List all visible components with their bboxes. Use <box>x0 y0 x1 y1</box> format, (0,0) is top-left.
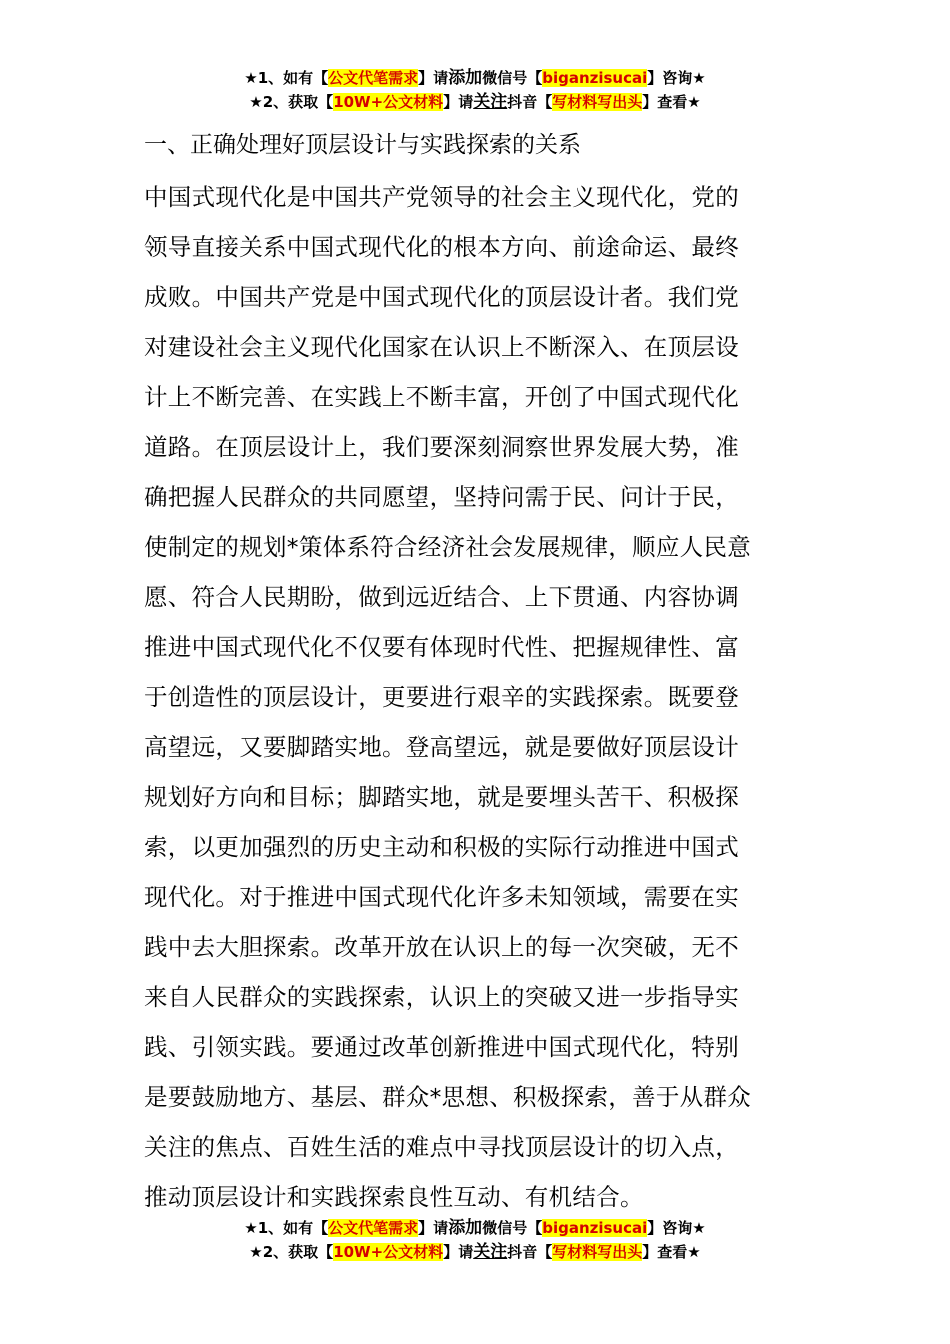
body-line: 来自人民群众的实践探索，认识上的突破又进一步指导实 <box>144 983 739 1011</box>
body-line: 高望远，又要脚踏实地。登高望远，就是要做好顶层设计 <box>144 733 739 761</box>
section-heading: 一、正确处理好顶层设计与实践探索的关系 <box>144 132 581 158</box>
promo-text: ★1、如有【 <box>244 69 329 87</box>
body-line: 于创造性的顶层设计，更要进行艰辛的实践探索。既要登 <box>144 683 739 711</box>
body-line: 现代化。对于推进中国式现代化许多未知领域，需要在实 <box>144 883 739 911</box>
promo-emphasis: 添加 <box>448 68 483 88</box>
body-line: 成败。中国共产党是中国式现代化的顶层设计者。我们党 <box>144 283 739 311</box>
promo-text: 】查看★ <box>642 1243 701 1261</box>
promo-text: 微信号【 <box>482 69 543 87</box>
body-line: 领导直接关系中国式现代化的根本方向、前途命运、最终 <box>144 233 739 261</box>
body-line: 关注的焦点、百姓生活的难点中寻找顶层设计的切入点， <box>144 1133 739 1161</box>
promo-emphasis: 添加 <box>448 1218 483 1238</box>
body-line: 是要鼓励地方、基层、群众*思想、积极探索，善于从群众 <box>144 1083 752 1111</box>
bottom-promo-banner <box>0 1216 950 1264</box>
promo-line-1 <box>0 66 950 90</box>
promo-text: 】请 <box>443 1243 474 1261</box>
promo-line-1 <box>0 1216 950 1240</box>
promo-text: ★2、获取【 <box>249 1243 334 1261</box>
promo-text: 】查看★ <box>642 93 701 111</box>
body-line: 推进中国式现代化不仅要有体现时代性、把握规律性、富 <box>144 633 739 661</box>
promo-text: 抖音【 <box>507 1243 553 1261</box>
promo-line-2 <box>0 1240 950 1264</box>
body-line: 对建设社会主义现代化国家在认识上不断深入、在顶层设 <box>144 333 739 361</box>
promo-wechat-id: biganzisucai <box>542 69 648 87</box>
top-promo-banner <box>0 66 950 114</box>
promo-douyin-name: 写材料写出头 <box>552 93 643 111</box>
promo-text: 微信号【 <box>482 1219 543 1237</box>
promo-text: ★2、获取【 <box>249 93 334 111</box>
promo-emphasis: 关注 <box>473 92 508 112</box>
body-line: 愿、符合人民期盼，做到远近结合、上下贯通、内容协调 <box>144 583 739 611</box>
promo-text: 】请 <box>418 1219 449 1237</box>
body-line: 中国式现代化是中国共产党领导的社会主义现代化，党的 <box>144 183 739 211</box>
promo-text: 】咨询★ <box>647 1219 706 1237</box>
body-text <box>144 172 809 1222</box>
promo-highlight: 10W+公文材料 <box>333 93 444 111</box>
promo-text: 】咨询★ <box>647 69 706 87</box>
body-line: 践中去大胆探索。改革开放在认识上的每一次突破，无不 <box>144 933 739 961</box>
body-line: 规划好方向和目标；脚踏实地，就是要埋头苦干、积极探 <box>144 783 739 811</box>
promo-text: 】请 <box>443 93 474 111</box>
promo-text: 抖音【 <box>507 93 553 111</box>
body-line: 践、引领实践。要通过改革创新推进中国式现代化，特别 <box>144 1033 739 1061</box>
promo-highlight: 公文代笔需求 <box>328 69 419 87</box>
promo-text: ★1、如有【 <box>244 1219 329 1237</box>
promo-line-2 <box>0 90 950 114</box>
body-line: 确把握人民群众的共同愿望，坚持问需于民、问计于民， <box>144 483 739 511</box>
body-line: 计上不断完善、在实践上不断丰富，开创了中国式现代化 <box>144 383 739 411</box>
body-line: 使制定的规划*策体系符合经济社会发展规律，顺应人民意 <box>144 533 752 561</box>
promo-highlight: 公文代笔需求 <box>328 1219 419 1237</box>
promo-douyin-name: 写材料写出头 <box>552 1243 643 1261</box>
promo-highlight: 10W+公文材料 <box>333 1243 444 1261</box>
body-line: 索，以更加强烈的历史主动和积极的实际行动推进中国式 <box>144 833 739 861</box>
body-line: 推动顶层设计和实践探索良性互动、有机结合。 <box>144 1183 644 1211</box>
promo-wechat-id: biganzisucai <box>542 1219 648 1237</box>
body-line: 道路。在顶层设计上，我们要深刻洞察世界发展大势，准 <box>144 433 739 461</box>
promo-text: 】请 <box>418 69 449 87</box>
promo-emphasis: 关注 <box>473 1242 508 1262</box>
